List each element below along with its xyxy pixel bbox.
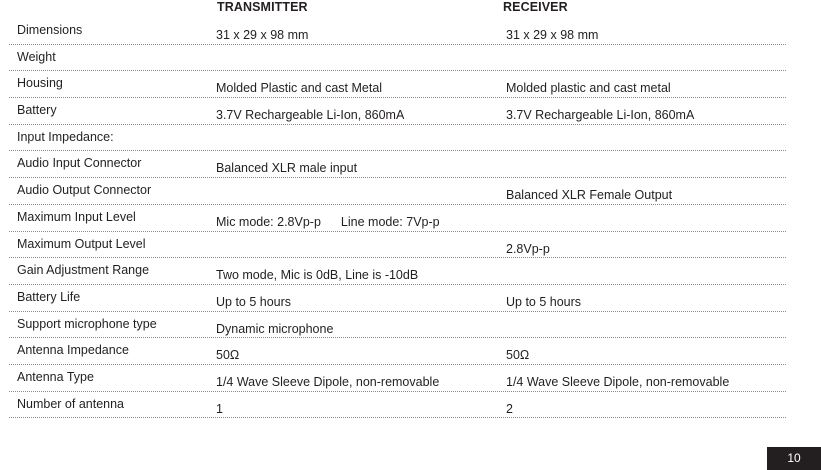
table-row xyxy=(9,338,786,365)
mic-mode-value: Mic mode: 2.8Vp-p xyxy=(216,214,321,229)
transmitter-value: 50Ω xyxy=(216,348,240,363)
row-label: Audio Output Connector xyxy=(17,183,152,198)
receiver-value: Up to 5 hours xyxy=(506,294,582,309)
row-label: Antenna Type xyxy=(17,369,94,384)
table-row xyxy=(9,98,786,125)
row-label: Housing xyxy=(17,76,63,91)
receiver-column-header: RECEIVER xyxy=(503,0,568,14)
receiver-value: 3.7V Rechargeable Li-Ion, 860mA xyxy=(506,108,695,123)
line-mode-value: Line mode: 7Vp-p xyxy=(340,214,440,229)
row-label: Audio Input Connector xyxy=(17,156,142,171)
row-label: Maximum Input Level xyxy=(17,209,136,224)
receiver-value: 2.8Vp-p xyxy=(506,241,550,256)
transmitter-value: 1/4 Wave Sleeve Dipole, non-removable xyxy=(216,374,440,389)
row-label: Maximum Output Level xyxy=(17,236,146,251)
transmitter-value: 1 xyxy=(216,401,223,416)
transmitter-value xyxy=(216,215,440,229)
table-row xyxy=(9,392,786,419)
transmitter-value: 31 x 29 x 98 mm xyxy=(216,28,309,42)
table-row xyxy=(9,205,786,232)
transmitter-value: Balanced XLR male input xyxy=(216,161,358,176)
transmitter-column-header: TRANSMITTER xyxy=(217,0,308,14)
receiver-value: Molded plastic and cast metal xyxy=(506,81,671,96)
row-label: Weight xyxy=(17,49,56,64)
table-row xyxy=(9,151,786,178)
table-row xyxy=(9,285,786,312)
receiver-value: 50Ω xyxy=(506,348,530,363)
table-row xyxy=(9,18,786,45)
table-row xyxy=(9,71,786,98)
table-row xyxy=(9,178,786,205)
transmitter-value: Up to 5 hours xyxy=(216,294,292,309)
row-label: Gain Adjustment Range xyxy=(17,263,150,278)
row-label: Input Impedance: xyxy=(17,129,114,144)
receiver-value: 1/4 Wave Sleeve Dipole, non-removable xyxy=(506,374,730,389)
row-label: Support microphone type xyxy=(17,316,157,331)
page-number: 10 xyxy=(767,447,821,470)
receiver-value: Balanced XLR Female Output xyxy=(506,188,673,203)
table-row xyxy=(9,258,786,285)
transmitter-value: Molded Plastic and cast Metal xyxy=(216,81,383,96)
transmitter-value: Dynamic microphone xyxy=(216,321,334,336)
transmitter-value: 3.7V Rechargeable Li-Ion, 860mA xyxy=(216,108,405,123)
table-row xyxy=(9,312,786,339)
spec-table xyxy=(9,18,786,418)
table-row xyxy=(9,45,786,72)
row-label: Battery Life xyxy=(17,289,81,304)
row-label: Battery xyxy=(17,103,57,118)
receiver-value: 2 xyxy=(506,401,513,416)
table-row xyxy=(9,232,786,259)
table-row xyxy=(9,125,786,152)
row-label: Number of antenna xyxy=(17,396,125,411)
transmitter-value: Two mode, Mic is 0dB, Line is -10dB xyxy=(216,268,419,283)
receiver-value: 31 x 29 x 98 mm xyxy=(506,28,599,42)
row-label: Dimensions xyxy=(17,23,83,37)
table-row xyxy=(9,365,786,392)
row-label: Antenna Impedance xyxy=(17,343,129,358)
